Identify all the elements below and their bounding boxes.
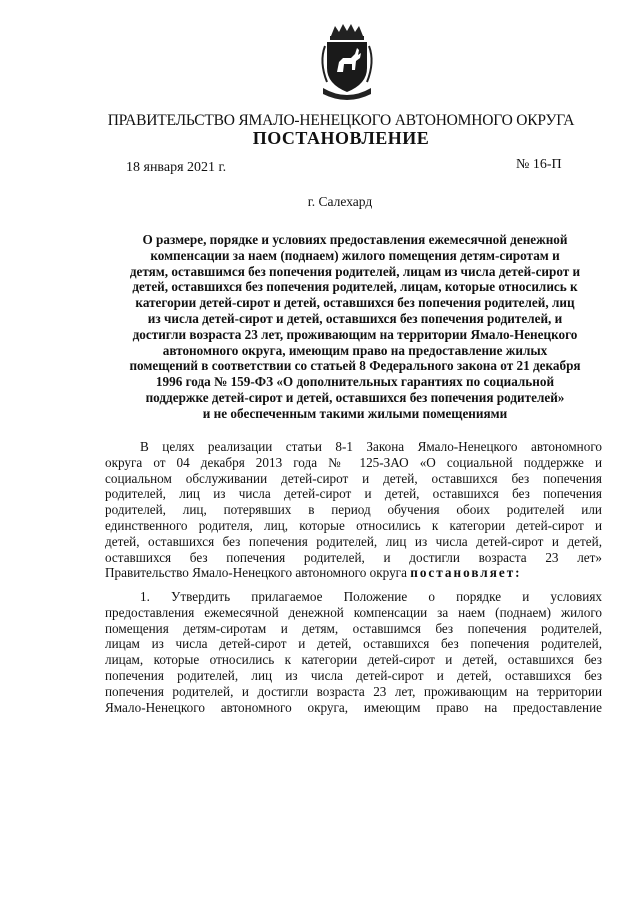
paragraph-line: попечения родителей, лиц из числа детей-сирот и детей, оставшихся без — [105, 667, 602, 683]
title-line: детей, оставшихся без попечения родителей, лицам, которые относились к — [132, 279, 578, 295]
resolution-authority: Правительство Ямало-Ненецкого автономного округа — [105, 565, 411, 581]
paragraph-line — [105, 565, 602, 581]
paragraph-line: помещения детям-сиротам и детям, оставшимся без попечения родителей, — [105, 620, 602, 636]
title-line: категории детей-сирот и детей, оставшихся без попечения родителей, лиц — [135, 295, 575, 311]
title-line: и не обеспеченным такими жилыми помещениями — [202, 405, 508, 421]
paragraph-line: Ямало-Ненецкого автономного округа, имеющим право на предоставление — [105, 699, 602, 715]
paragraph-line: В целях реализации статьи 8-1 Закона Ямало-Ненецкого автономного — [140, 439, 602, 454]
title-line: компенсации за наем (поднаем) жилого помещения детям-сиротам и — [150, 247, 560, 263]
document-title — [108, 232, 602, 422]
title-line: поддержке детей-сирот и детей, оставшихся без попечения родителей» — [145, 389, 565, 405]
paragraph-line: социальном обслуживании детей-сирот и детей, оставшихся без попечения — [105, 470, 602, 486]
preamble-paragraph — [105, 439, 602, 581]
title-line: достигли возраста 23 лет, проживающим на территории Ямало-Ненецкого — [132, 326, 578, 342]
paragraph-line: оставшихся без попечения родителей, и достигли возраста 23 лет» — [105, 549, 602, 565]
title-line: автономного округа, имеющим право на предоставление жилых — [162, 342, 548, 358]
government-name: ПРАВИТЕЛЬСТВО ЯМАЛО-НЕНЕЦКОГО АВТОНОМНОГО ОКРУГА — [107, 112, 575, 129]
paragraph-line: округа от 04 декабря 2013 года № 125-ЗАО «О социальной поддержке и — [105, 454, 602, 470]
document-city: г. Салехард — [307, 194, 373, 209]
title-line: детям, оставшимся без попечения родителей, лицам из числа детей-сирот и — [129, 263, 581, 279]
paragraph-line: лицам из числа детей-сирот и детей, оставшихся без попечения родителей, — [105, 636, 602, 652]
title-line: помещений в соответствии со статьей 8 Федерального закона от 21 декабря — [129, 358, 581, 374]
resolution-verb: постановляет: — [410, 565, 522, 581]
document-number: № 16-П — [516, 157, 562, 172]
yamal-coat-of-arms-icon — [317, 22, 377, 104]
paragraph-line: предоставления ежемесячной денежной компенсации за наем (поднаем) жилого — [105, 604, 602, 620]
paragraph-line: лицам, которые относились к категории детей-сирот и детей, оставшихся без — [105, 652, 602, 668]
item-1-paragraph — [105, 589, 602, 715]
document-date: 18 января 2021 г. — [126, 160, 227, 175]
paragraph-line: 1. Утвердить прилагаемое Положение о порядке и условиях — [140, 589, 602, 604]
title-line: 1996 года № 159-ФЗ «О дополнительных гарантиях по социальной — [155, 374, 555, 390]
paragraph-line: попечения родителей, и достигли возраста 23 лет, проживающим на территории — [105, 683, 602, 699]
paragraph-line: родителей, лиц из числа детей-сирот и детей, оставшихся без попечения — [105, 486, 602, 502]
title-line: из числа детей-сирот и детей, оставшихся без попечения родителей, и — [147, 310, 563, 326]
title-line: О размере, порядке и условиях предоставления ежемесячной денежной — [142, 232, 568, 247]
paragraph-line: детей, оставшихся без попечения родителей, лиц из числа детей-сирот и детей, — [105, 533, 602, 549]
paragraph-line: родителей, лиц, потерявших в период обучения обоих родителей или — [105, 502, 602, 518]
paragraph-line: единственного родителя, лиц, которые относились к категории детей-сирот и — [105, 517, 602, 533]
document-type: ПОСТАНОВЛЕНИЕ — [252, 128, 430, 148]
